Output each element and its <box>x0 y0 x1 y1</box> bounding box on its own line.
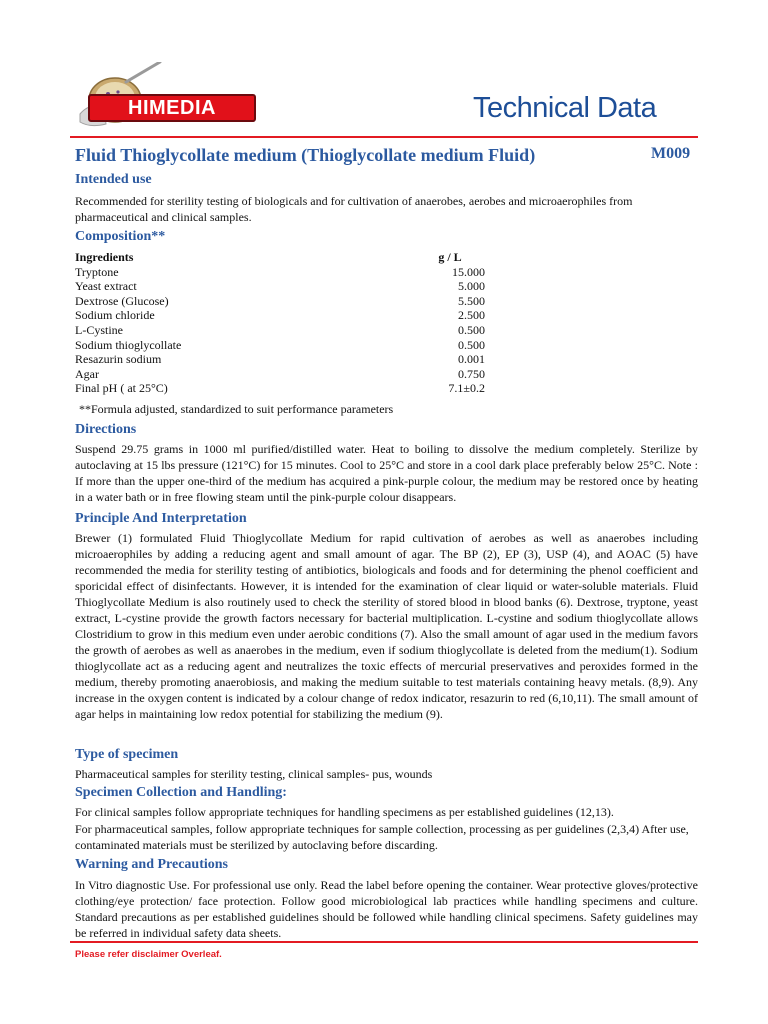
composition-row <box>75 367 485 382</box>
directions-text: Suspend 29.75 grams in 1000 ml purified/distilled water. Heat to boiling to dissolve the medium completely. Sterilize by autoclaving at 15 lbs pressure (121°C) for 15 minutes. Cool to 25°C and store in a cool dark place preferably below 25°C. Note : If more than the upper one-third of the medium has acquired a pink-purple colour, the medium may be restored once by heating in a water bath or in free flowing steam until the pink-purple colour disappears. <box>75 442 698 504</box>
ingredient-name: Tryptone <box>75 264 119 279</box>
ingredient-value: 7.1±0.2 <box>448 381 485 396</box>
ingredient-name: Sodium chloride <box>75 308 155 323</box>
ingredient-name: Yeast extract <box>75 279 137 294</box>
intended-use-heading: Intended use <box>75 172 152 187</box>
principle-heading: Principle And Interpretation <box>75 511 247 526</box>
ingredient-value: 15.000 <box>452 264 485 279</box>
quantity-column-header: g / L <box>438 250 462 264</box>
composition-heading: Composition** <box>75 229 166 244</box>
ingredient-name: Sodium thioglycollate <box>75 337 182 352</box>
ingredient-value: 5.000 <box>458 279 485 294</box>
composition-row <box>75 352 485 367</box>
ingredient-value: 0.500 <box>458 322 485 337</box>
composition-row <box>75 308 485 323</box>
brand-wordmark: HIMEDIA <box>88 94 256 122</box>
composition-table <box>75 250 485 396</box>
ingredient-name: L-Cystine <box>75 322 123 337</box>
directions-heading: Directions <box>75 422 137 437</box>
ingredient-name: Dextrose (Glucose) <box>75 293 169 308</box>
composition-row <box>75 294 485 309</box>
ingredient-name: Resazurin sodium <box>75 352 162 367</box>
ingredient-value: 0.500 <box>458 337 485 352</box>
page-header-title: Technical Data <box>473 92 657 124</box>
ingredients-column-header: Ingredients <box>75 250 134 264</box>
ingredient-value: 0.750 <box>458 366 485 381</box>
warning-heading: Warning and Precautions <box>75 857 228 872</box>
specimen-type-heading: Type of specimen <box>75 747 179 762</box>
ingredient-value: 2.500 <box>458 308 485 323</box>
composition-row <box>75 279 485 294</box>
principle-text: Brewer (1) formulated Fluid Thioglycollate Medium for rapid cultivation of aerobes as well as anaerobes including microaerophiles by adding a reducing agent and small amount of agar. The BP (2), EP (3), USP (4), and AOAC (5) have recommended the media for sterility testing of antibiotics, biologicals and foods and for determining the phenol coefficient and sporicidal effect of disinfectants. However, it is intended for the examination of clear liquid or water-soluble materials. Fluid Thioglycollate Medium is also routinely used to check the sterility of stored blood in blood banks (6). Dextrose, tryptone, yeast extract, L-cystine provide the growth factors necessary for bacterial multiplication. L-cystine and sodium thioglycollate allows Clostridium to grow in this medium even under aerobic conditions (7). Also the small amount of agar used in the medium favors the growth of aerobes as well as anaerobes in the medium, even if sodium thioglycollate is deleted from the medium(1). Sodium thioglycollate act as a reducing agent and neutralizes the toxic effects of mercurial preservatives and peroxides formed in the medium, thereby promoting anaerobiosis, and making the medium suitable to test materials containing heavy metals. (8,9). Any increase in the oxygen content is indicated by a colour change of redox indicator, resazurin to red (6,10,11). The small amount of agar helps in maintaining low redox potential for stabilizing the medium (9). <box>75 531 698 721</box>
composition-row <box>75 323 485 338</box>
ingredient-name: Agar <box>75 366 99 381</box>
ingredient-name: Final pH ( at 25°C) <box>75 381 168 396</box>
footer-divider <box>70 941 698 943</box>
composition-table-header <box>75 250 485 265</box>
product-code: M009 <box>651 145 691 162</box>
ingredient-value: 0.001 <box>458 352 485 367</box>
composition-footnote: **Formula adjusted, standardized to suit performance parameters <box>79 402 394 416</box>
specimen-collection-text-clinical: For clinical samples follow appropriate techniques for handling specimens as per established guidelines (12,13). <box>75 805 614 819</box>
composition-row <box>75 381 485 396</box>
ingredient-value: 5.500 <box>458 293 485 308</box>
specimen-collection-heading: Specimen Collection and Handling: <box>75 785 287 800</box>
warning-text: In Vitro diagnostic Use. For professional use only. Read the label before opening the container. Wear protective gloves/protective clothing/eye protection/ face protection. Follow good microbiological lab practices while handling specimens and culture. Standard precautions as per established guidelines should be followed while handling clinical specimens. Safety guidelines may be referred in individual safety data sheets. <box>75 878 698 940</box>
composition-row <box>75 265 485 280</box>
specimen-collection-text-pharma: For pharmaceutical samples, follow appropriate techniques for sample collection, processing as per guidelines (2,3,4) After use, contaminated materials must be sterilized by autoclaving before discarding. <box>75 822 689 852</box>
intended-use-text: Recommended for sterility testing of biologicals and for cultivation of anaerobes, aerobes and microaerophiles from pharmaceutical and clinical samples. <box>75 194 633 224</box>
disclaimer-note: Please refer disclaimer Overleaf. <box>75 949 222 960</box>
composition-row <box>75 338 485 353</box>
specimen-type-text: Pharmaceutical samples for sterility testing, clinical samples- pus, wounds <box>75 767 433 781</box>
document-title: Fluid Thioglycollate medium (Thioglycollate medium Fluid) <box>75 145 536 165</box>
header-divider <box>70 136 698 138</box>
